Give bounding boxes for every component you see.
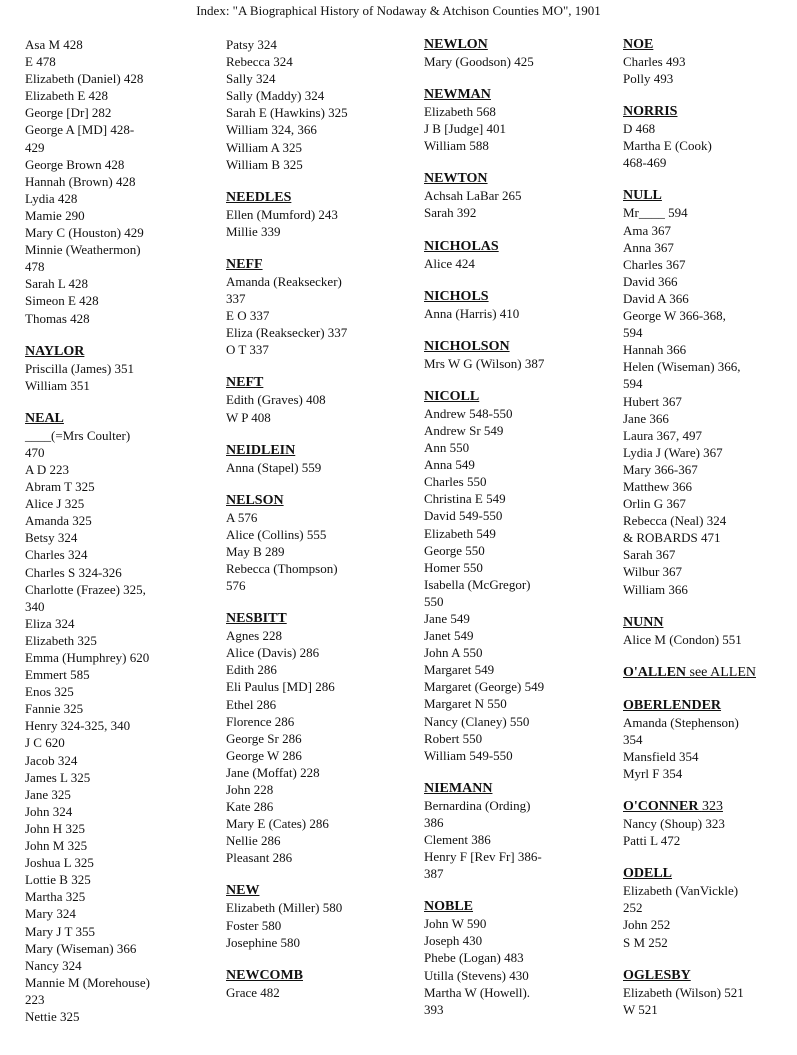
index-entry: Elizabeth (VanVickle): [623, 883, 739, 899]
index-entry: John 324: [25, 803, 73, 819]
index-entry: George W 286: [226, 747, 302, 763]
index-entry: 478: [25, 259, 45, 275]
index-entry: David 549-550: [424, 508, 503, 524]
surname-heading-text: NEIDLEIN: [226, 442, 296, 458]
index-section: [226, 36, 416, 173]
surname-heading: [424, 86, 614, 103]
index-entry: 550: [424, 593, 444, 609]
surname-heading-text: OBERLENDER: [623, 697, 722, 713]
index-entry: 594: [623, 325, 643, 341]
index-entry: E O 337: [226, 308, 270, 324]
index-entry: Sarah L 428: [25, 276, 89, 292]
index-entry: Joseph 430: [424, 933, 483, 949]
index-entry: John 228: [226, 782, 274, 797]
surname-heading-text: NICHOLS: [424, 288, 489, 304]
surname-heading: [623, 614, 793, 631]
index-section: [424, 388, 614, 764]
index-entry: Sarah 367: [623, 547, 676, 563]
index-section: [424, 86, 614, 154]
surname-heading: [623, 36, 793, 53]
surname-heading-text: NEFT: [226, 375, 264, 391]
surname-heading-text: NEEDLES: [226, 189, 292, 205]
index-entry: Orlin G 367: [623, 496, 686, 512]
index-entry: O T 337: [226, 342, 269, 358]
surname-heading-text: NEWTON: [424, 171, 488, 187]
index-entry: Andrew Sr 549: [424, 422, 504, 438]
surname-heading: [424, 170, 614, 187]
index-entry: 354: [623, 731, 643, 747]
index-entry: Mary 366-367: [623, 461, 698, 477]
index-entry: Mamie 290: [25, 207, 85, 223]
surname-heading: [623, 798, 793, 815]
surname-heading-note: 323: [701, 799, 723, 815]
index-entry: Polly 493: [623, 71, 674, 87]
surname-heading-text: NULL: [623, 188, 662, 204]
surname-heading-text: NEFF: [226, 256, 263, 272]
surname-heading-text: OGLESBY: [623, 967, 691, 983]
index-entry: Martha E (Cook): [623, 138, 712, 154]
index-section: [623, 36, 793, 87]
index-entry: 393: [424, 1001, 444, 1017]
index-section: [25, 36, 210, 327]
surname-heading-text: NORRIS: [623, 104, 678, 120]
index-entry: Jane 366: [623, 410, 669, 426]
index-entry: Wilbur 367: [623, 564, 683, 580]
index-entry: Elizabeth (Daniel) 428: [25, 71, 144, 87]
index-entry: Mrs W G (Wilson) 387: [424, 355, 545, 371]
index-section: [623, 798, 793, 849]
index-entry: Alice (Davis) 286: [226, 645, 320, 661]
index-entry: Anna (Stapel) 559: [226, 459, 322, 475]
surname-heading: [226, 610, 416, 627]
index-section: [226, 189, 416, 240]
index-entry: Rebecca 324: [226, 54, 293, 70]
index-section: [623, 187, 793, 597]
index-entry: Sally (Maddy) 324: [226, 88, 325, 104]
surname-heading-text: NICHOLSON: [424, 338, 510, 354]
index-entry: David A 366: [623, 290, 689, 306]
index-entry: Anna 367: [623, 239, 674, 255]
index-entry: William 588: [424, 138, 489, 154]
index-entry: Abram T 325: [25, 479, 95, 495]
index-entry: Hannah (Brown) 428: [25, 173, 136, 189]
index-entry: Mary (Wiseman) 366: [25, 940, 137, 956]
index-entry: Minnie (Weathermon): [25, 242, 141, 258]
index-entry: Amanda 325: [25, 513, 92, 529]
index-entry: Lottie B 325: [25, 872, 91, 888]
index-entry: Mary C (Houston) 429: [25, 225, 144, 241]
index-entry: A 576: [226, 509, 258, 525]
index-entry: Elizabeth (Wilson) 521: [623, 984, 744, 1000]
surname-heading: [424, 780, 614, 797]
index-entry: Andrew 548-550: [424, 405, 513, 421]
surname-heading-text: NICOLL: [424, 388, 480, 404]
index-section: [623, 865, 793, 950]
index-entry: David 366: [623, 273, 678, 289]
index-entry: Eliza 324: [25, 615, 75, 631]
index-section: [226, 610, 416, 866]
index-entry: Alice 424: [424, 255, 475, 271]
index-entry: Josephine 580: [226, 934, 301, 950]
index-column-1: [25, 36, 210, 1041]
index-entry: J C 620: [25, 735, 65, 751]
index-entry: Mansfield 354: [623, 748, 699, 764]
index-entry: William 324, 366: [226, 122, 317, 138]
index-entry: Janet 549: [424, 628, 474, 644]
index-entry: 337: [226, 291, 246, 307]
index-entry: Christina E 549: [424, 491, 506, 507]
index-section: [623, 697, 793, 782]
index-section: [424, 288, 614, 322]
index-entry: ____(=Mrs Coulter): [25, 427, 131, 443]
index-section: [424, 780, 614, 882]
index-entry: Elizabeth 325: [25, 632, 97, 648]
index-entry: Simeon E 428: [25, 293, 99, 309]
index-entry: Charles 493: [623, 54, 686, 69]
surname-heading: [226, 256, 416, 273]
index-entry: George A [MD] 428-: [25, 122, 135, 138]
index-entry: Rebecca (Neal) 324: [623, 513, 727, 529]
index-entry: Emma (Humphrey) 620: [25, 650, 150, 665]
index-entry: John M 325: [25, 838, 88, 854]
index-column-4: [623, 36, 793, 1034]
index-entry: Margaret (George) 549: [424, 679, 545, 695]
index-entry: William 366: [623, 581, 688, 597]
index-entry: Margaret 549: [424, 662, 495, 678]
surname-heading: [25, 343, 210, 360]
index-entry: Ann 550: [424, 440, 470, 456]
index-entry: J B [Judge] 401: [424, 121, 506, 137]
index-entry: George W 366-368,: [623, 308, 726, 324]
index-entry: Elizabeth (Miller) 580: [226, 900, 343, 916]
index-entry: Nellie 286: [226, 833, 281, 849]
surname-heading-text: NIEMANN: [424, 780, 493, 796]
index-entry: Rebecca (Thompson): [226, 560, 338, 576]
index-column-3: [424, 36, 614, 1034]
index-entry: 470: [25, 444, 45, 460]
index-entry: A D 223: [25, 461, 70, 477]
index-entry: Utilla (Stevens) 430: [424, 967, 529, 983]
index-section: [25, 410, 210, 1025]
index-section: [226, 442, 416, 476]
index-section: [226, 374, 416, 425]
index-entry: E 478: [25, 54, 56, 70]
index-entry: George [Dr] 282: [25, 105, 112, 121]
index-entry: Robert 550: [424, 730, 483, 746]
index-entry: Laura 367, 497: [623, 427, 703, 443]
surname-heading-text: NICHOLAS: [424, 238, 499, 254]
index-entry: Sarah 392: [424, 205, 477, 221]
index-entry: 386: [424, 814, 444, 830]
index-entry: 252: [623, 900, 643, 916]
index-entry: James L 325: [25, 769, 91, 785]
surname-heading-text: NESBITT: [226, 611, 287, 627]
index-entry: Mary 324: [25, 906, 76, 922]
index-entry: George Brown 428: [25, 156, 125, 172]
surname-heading: [424, 238, 614, 255]
surname-heading: [424, 338, 614, 355]
index-entry: Fannie 325: [25, 701, 84, 717]
index-entry: W P 408: [226, 409, 271, 425]
index-entry: Eli Paulus [MD] 286: [226, 679, 335, 695]
index-section: [226, 492, 416, 594]
surname-heading: [226, 442, 416, 459]
index-entry: Matthew 366: [623, 478, 692, 494]
index-entry: Anna 549: [424, 457, 475, 473]
surname-heading-text: NOBLE: [424, 899, 474, 915]
index-entry: Elizabeth 549: [424, 525, 496, 541]
surname-heading-text: NAYLOR: [25, 343, 85, 359]
index-entry: George Sr 286: [226, 730, 302, 746]
index-entry: Kate 286: [226, 799, 274, 815]
index-section: [226, 882, 416, 950]
surname-heading: [424, 388, 614, 405]
index-entry: Patsy 324: [226, 37, 277, 52]
index-entry: Alice (Collins) 555: [226, 526, 327, 542]
index-entry: Foster 580: [226, 917, 282, 933]
index-entry: William A 325: [226, 139, 303, 155]
index-entry: Lydia 428: [25, 190, 78, 206]
index-entry: Hannah 366: [623, 342, 687, 358]
index-entry: Elizabeth E 428: [25, 88, 109, 104]
index-entry: William 549-550: [424, 747, 513, 763]
index-entry: Patti L 472: [623, 833, 681, 849]
index-entry: Amanda (Stephenson): [623, 714, 739, 730]
index-entry: Lydia J (Ware) 367: [623, 444, 723, 460]
surname-heading: [623, 967, 793, 984]
surname-heading-text: NEW: [226, 883, 260, 899]
index-entry: John 252: [623, 917, 671, 933]
surname-heading: [226, 492, 416, 509]
surname-heading: [226, 374, 416, 391]
index-section: [623, 614, 793, 648]
surname-heading: [623, 187, 793, 204]
index-entry: Homer 550: [424, 559, 483, 575]
surname-heading-text: NUNN: [623, 614, 664, 630]
index-section: [424, 170, 614, 221]
surname-heading-text: ODELL: [623, 866, 673, 882]
index-section: [424, 338, 614, 372]
index-entry: William B 325: [226, 156, 303, 172]
index-entry: Ellen (Mumford) 243: [226, 206, 338, 222]
index-entry: George 550: [424, 542, 485, 558]
index-section: [623, 664, 793, 681]
index-entry: 594: [623, 376, 643, 392]
index-entry: Bernardina (Ording): [424, 797, 531, 813]
surname-heading-text: NEWCOMB: [226, 967, 303, 983]
surname-heading-text: NELSON: [226, 492, 284, 508]
index-entry: Alice M (Condon) 551: [623, 631, 742, 647]
index-entry: D 468: [623, 121, 656, 137]
index-entry: John H 325: [25, 820, 85, 836]
surname-heading-text: NEWLON: [424, 37, 488, 52]
surname-heading: [25, 410, 210, 427]
index-entry: Helen (Wiseman) 366,: [623, 359, 741, 375]
index-entry: Nancy (Claney) 550: [424, 713, 530, 729]
index-entry: Pleasant 286: [226, 850, 293, 866]
index-entry: 223: [25, 991, 45, 1007]
surname-heading-note: see ALLEN: [686, 664, 756, 680]
index-entry: Betsy 324: [25, 530, 78, 546]
index-entry: Isabella (McGregor): [424, 576, 531, 592]
index-entry: Jane 325: [25, 786, 71, 802]
index-entry: Henry F [Rev Fr] 386-: [424, 849, 542, 865]
surname-heading: [623, 697, 793, 714]
index-section: [623, 103, 793, 171]
index-entry: John W 590: [424, 916, 487, 932]
index-section: [424, 238, 614, 272]
index-entry: Charlotte (Frazee) 325,: [25, 581, 146, 597]
index-entry: Joshua L 325: [25, 855, 94, 871]
index-entry: Grace 482: [226, 984, 280, 1000]
index-entry: Ethel 286: [226, 696, 277, 712]
index-entry: Phebe (Logan) 483: [424, 950, 524, 966]
index-entry: 468-469: [623, 155, 667, 171]
surname-heading-text: NOE: [623, 37, 654, 52]
index-section: [25, 343, 210, 394]
index-entry: Thomas 428: [25, 310, 90, 326]
index-entry: Martha W (Howell).: [424, 984, 531, 1000]
index-entry: Achsah LaBar 265: [424, 188, 522, 204]
surname-heading-text: O'CONNER: [623, 799, 702, 815]
index-entry: Priscilla (James) 351: [25, 360, 135, 376]
index-entry: Mannie M (Morehouse): [25, 974, 150, 990]
index-entry: Hubert 367: [623, 393, 682, 409]
index-entry: Eliza (Reaksecker) 337: [226, 325, 348, 341]
index-entry: Margaret N 550: [424, 696, 507, 712]
index-entry: May B 289: [226, 543, 285, 559]
index-entry: Charles 550: [424, 474, 487, 490]
index-entry: Edith 286: [226, 662, 277, 678]
index-entry: Charles 324: [25, 547, 88, 563]
surname-heading-text: NEAL: [25, 410, 64, 426]
surname-heading: [623, 103, 793, 120]
index-entry: 340: [25, 598, 45, 614]
index-section: [424, 898, 614, 1018]
index-entry: Enos 325: [25, 684, 74, 700]
index-entry: Ama 367: [623, 222, 672, 238]
index-entry: Nancy 324: [25, 957, 82, 973]
index-entry: Mary (Goodson) 425: [424, 54, 534, 69]
surname-heading: [226, 189, 416, 206]
index-entry: 576: [226, 578, 246, 594]
index-entry: Jacob 324: [25, 752, 78, 768]
index-entry: Emmert 585: [25, 667, 90, 683]
index-entry: Nancy (Shoup) 323: [623, 816, 725, 832]
surname-heading-text: O'ALLEN: [623, 664, 687, 680]
index-entry: Nettie 325: [25, 1008, 80, 1024]
index-section: [226, 256, 416, 358]
index-entry: Florence 286: [226, 713, 295, 729]
index-entry: Elizabeth 568: [424, 104, 496, 120]
index-entry: Sarah E (Hawkins) 325: [226, 105, 348, 121]
surname-heading-text: NEWMAN: [424, 87, 491, 103]
surname-heading: [424, 898, 614, 915]
index-section: [623, 967, 793, 1018]
index-entry: Sally 324: [226, 71, 276, 87]
index-entry: S M 252: [623, 934, 668, 950]
index-entry: Anna (Harris) 410: [424, 305, 520, 321]
surname-heading: [424, 36, 614, 53]
index-entry: Jane (Moffat) 228: [226, 764, 320, 780]
index-entry: Mary E (Cates) 286: [226, 816, 329, 832]
index-section: [226, 967, 416, 1001]
surname-heading: [226, 882, 416, 899]
index-entry: Mr____ 594: [623, 205, 688, 221]
index-entry: 387: [424, 866, 444, 882]
index-entry: Asa M 428: [25, 37, 83, 52]
index-entry: Edith (Graves) 408: [226, 392, 326, 408]
index-entry: Clement 386: [424, 832, 491, 847]
index-entry: Martha 325: [25, 889, 86, 905]
surname-heading: [226, 967, 416, 984]
page-title: Index: "A Biographical History of Nodaway & Atchison Counties MO", 1901: [196, 3, 601, 18]
index-entry: & ROBARDS 471: [623, 530, 721, 546]
surname-heading: [623, 865, 793, 882]
index-entry: 429: [25, 139, 45, 155]
index-column-2: [226, 36, 416, 1017]
index-entry: W 521: [623, 1001, 658, 1017]
index-entry: William 351: [25, 377, 90, 393]
index-entry: Myrl F 354: [623, 766, 683, 781]
surname-heading: [424, 288, 614, 305]
index-entry: Jane 549: [424, 610, 470, 626]
index-entry: Henry 324-325, 340: [25, 718, 131, 734]
index-entry: Mary J T 355: [25, 923, 95, 939]
index-entry: John A 550: [424, 645, 483, 661]
index-section: [424, 36, 614, 70]
index-entry: Agnes 228: [226, 628, 282, 644]
index-entry: Amanda (Reaksecker): [226, 273, 342, 289]
index-entry: Charles S 324-326: [25, 564, 122, 580]
index-entry: Charles 367: [623, 256, 686, 272]
index-entry: Alice J 325: [25, 496, 85, 512]
surname-heading: [623, 664, 793, 681]
index-entry: Millie 339: [226, 223, 281, 239]
